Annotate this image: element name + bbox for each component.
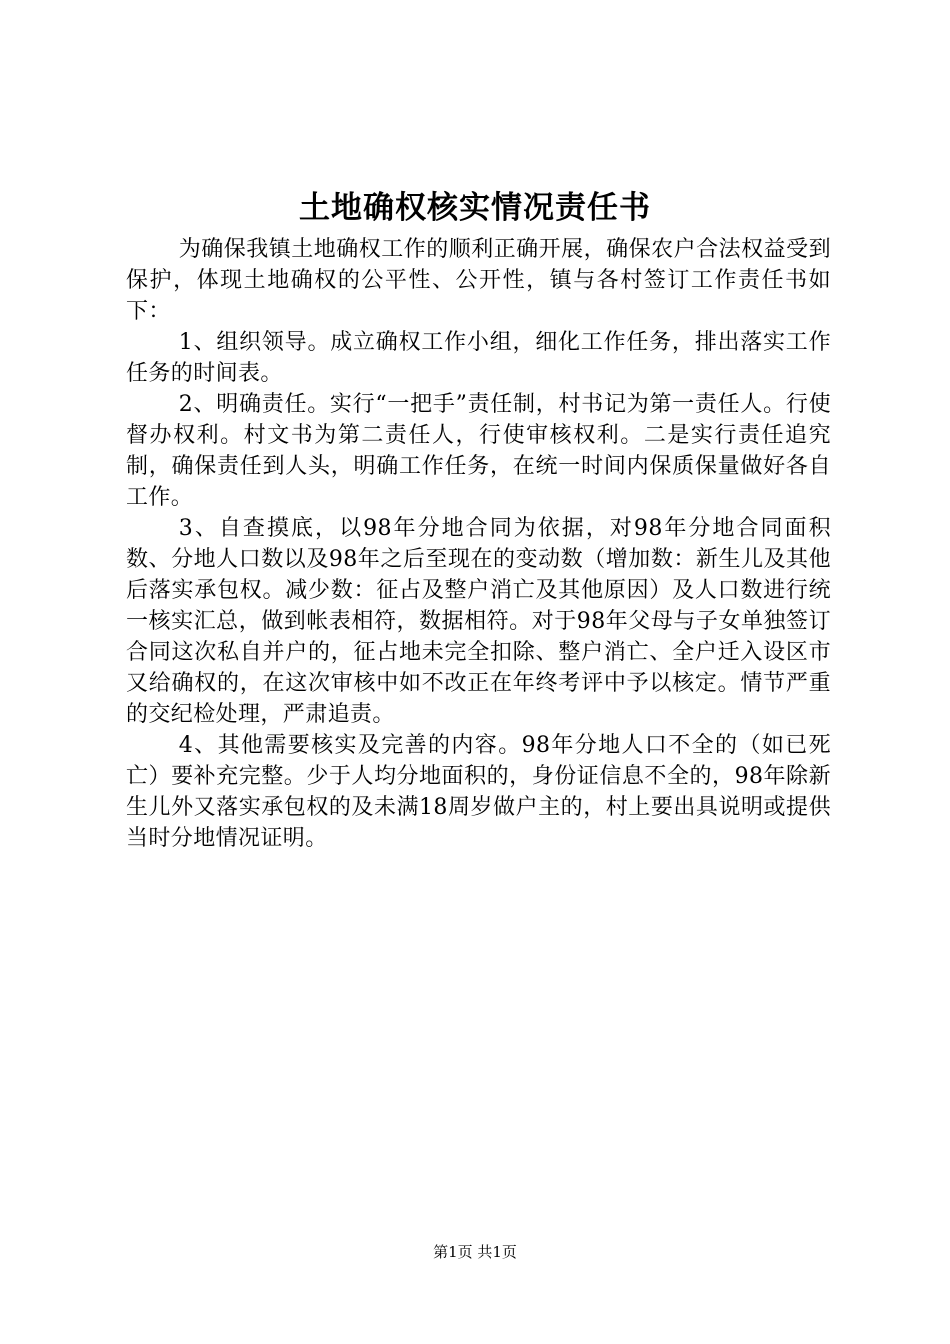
item-4-paragraph: 4、其他需要核实及完善的内容。98年分地人口不全的（如已死亡）要补充完整。少于人均分地面积的，身份证信息不全的，98年除新生儿外又落实承包权的及未满18周岁做户主的，村上要出具说明或提供当时分地情况证明。 <box>126 733 831 851</box>
item-2-paragraph: 2、明确责任。实行“一把手”责任制，村书记为第一责任人。行使督办权利。村文书为第二责任人，行使审核权利。二是实行责任追究制，确保责任到人头，明确工作任务，在统一时间内保质保量做好各自工作。 <box>126 392 831 510</box>
item-3-paragraph: 3、自查摸底，以98年分地合同为依据，对98年分地合同面积数、分地人口数以及98年之后至现在的变动数（增加数：新生儿及其他后落实承包权。减少数：征占及整户消亡及其他原因）及人口数进行统一核实汇总，做到帐表相符，数据相符。对于98年父母与子女单独签订合同这次私自并户的，征占地未完全扣除、整户消亡、全户迁入设区市又给确权的，在这次审核中如不改正在年终考评中予以核定。情节严重的交纪检处理，严肃追责。 <box>126 516 831 727</box>
item-1-paragraph: 1、组织领导。成立确权工作小组，细化工作任务，排出落实工作任务的时间表。 <box>126 330 831 386</box>
intro-paragraph: 为确保我镇土地确权工作的顺利正确开展，确保农户合法权益受到保护，体现土地确权的公平性、公开性，镇与各村签订工作责任书如下： <box>126 237 831 324</box>
document-title: 土地确权核实情况责任书 <box>299 190 651 226</box>
document-body <box>126 234 831 854</box>
page-footer: 第1页 共1页 <box>433 1243 517 1261</box>
